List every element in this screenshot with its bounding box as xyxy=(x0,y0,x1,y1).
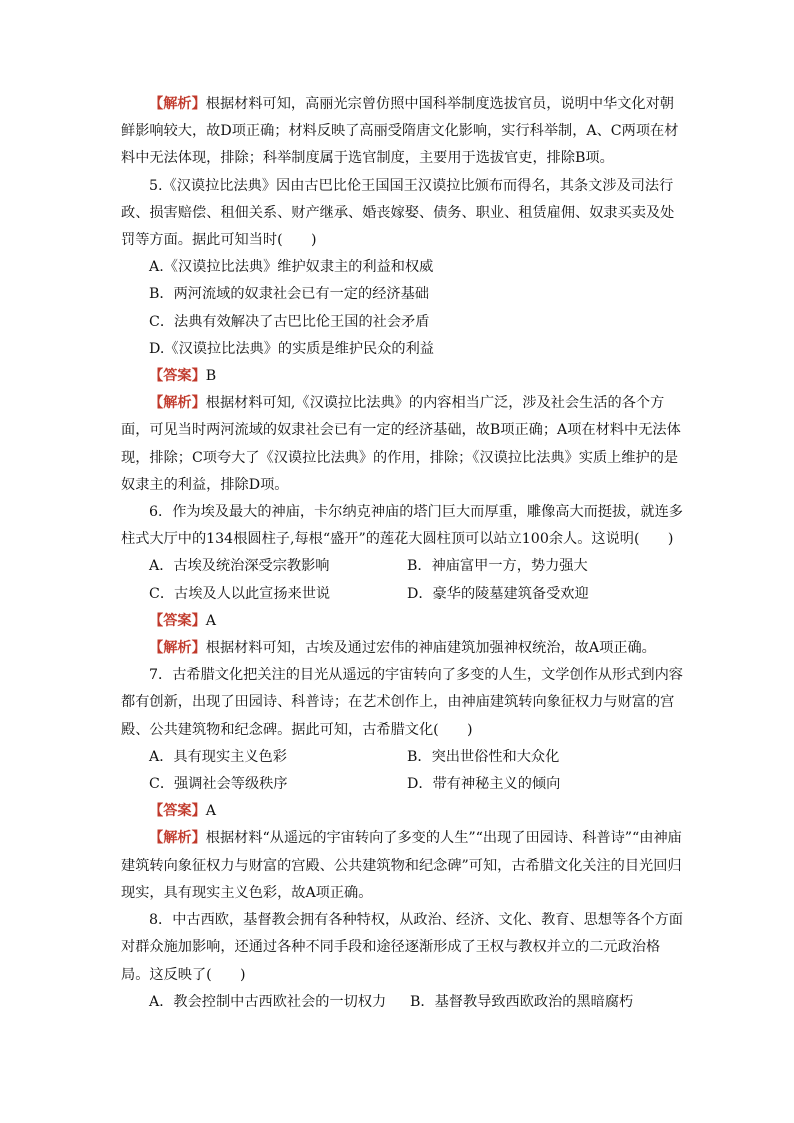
q6-stem: 6．作为埃及最大的神庙，卡尔纳克神庙的塔门巨大而厚重，雕像高大而挺拔，就连多柱式大厅中的134根圆柱子,每根“盛开”的莲花大圆柱顶可以站立100余人。这说明( ) xyxy=(121,504,683,548)
q7-options-row-2 xyxy=(121,771,684,798)
q8-option-a: A．教会控制中古西欧社会的一切权力 xyxy=(149,993,387,1010)
analysis-label: 【解析】 xyxy=(149,830,206,847)
q6-answer xyxy=(121,608,684,635)
q5-analysis-text: 根据材料可知,《汉谟拉比法典》的内容相当广泛，涉及社会生活的各个方面，可见当时两河流域的奴隶社会已有一定的经济基础，故B项正确；A项在材料中无法体现，排除；C项夸大了《汉谟拉比法典》的作用，排除；《汉谟拉比法典》实质上维护的是奴隶主的利益，排除D项。 xyxy=(121,395,681,493)
q6-analysis xyxy=(121,635,684,662)
analysis-label: 【解析】 xyxy=(149,395,206,412)
q6-answer-value: A xyxy=(205,612,217,629)
q7-option-c: C．强调社会等级秩序 xyxy=(149,776,288,793)
q6-option-b: B．神庙富甲一方，势力强大 xyxy=(407,558,588,575)
q7-option-a: A．具有现实主义色彩 xyxy=(149,748,287,765)
q5-option-d: D.《汉谟拉比法典》的实质是维护民众的利益 xyxy=(149,340,434,357)
q7-analysis-text: 根据材料“从遥远的宇宙转向了多变的人生”“出现了田园诗、科普诗”“由神庙建筑转向象征权力与财富的宫殿、公共建筑物和纪念碑”可知，古希腊文化关注的目光回归现实，具有现实主义色彩，故A项正确。 xyxy=(121,830,682,901)
answer-label: 【答案】 xyxy=(149,803,206,820)
q6-analysis-text: 根据材料可知，古埃及通过宏伟的神庙建筑加强神权统治，故A项正确。 xyxy=(205,640,656,657)
q7-options-row-1 xyxy=(121,744,684,771)
q5-option-b: B．两河流域的奴隶社会已有一定的经济基础 xyxy=(149,286,429,303)
q5-option-a: A.《汉谟拉比法典》维护奴隶主的利益和权威 xyxy=(149,259,434,276)
q6-option-d: D．豪华的陵墓建筑备受欢迎 xyxy=(407,585,589,602)
q7-answer xyxy=(121,798,684,825)
q5-stem: 5.《汉谟拉比法典》因由古巴比伦王国国王汉谟拉比颁布而得名，其条文涉及司法行政、损害赔偿、租佃关系、财产继承、婚丧嫁娶、债务、职业、租赁雇佣、奴隶买卖及处罚等方面。据此可知当时( ) xyxy=(121,177,675,249)
q5-answer xyxy=(121,363,684,390)
q7-option-b: B．突出世俗性和大众化 xyxy=(407,748,560,765)
q7-analysis xyxy=(121,825,684,907)
analysis-label: 【解析】 xyxy=(149,640,206,657)
q6-option-c: C．古埃及人以此宣扬来世说 xyxy=(149,585,331,602)
q6-option-a: A．古埃及统治深受宗教影响 xyxy=(149,558,330,575)
q4-analysis-text: 根据材料可知，高丽光宗曾仿照中国科举制度选拔官员，说明中华文化对朝鲜影响较大，故D项正确；材料反映了高丽受隋唐文化影响，实行科举制，A、C两项在材料中无法体现，排除；科举制度属于选官制度，主要用于选拔官吏，排除B项。 xyxy=(121,96,679,167)
q5-answer-value: B xyxy=(205,368,217,385)
q7-option-d: D．带有神秘主义的倾向 xyxy=(407,776,561,793)
q8-option-b: B．基督教导致西欧政治的黑暗腐朽 xyxy=(410,993,634,1010)
q4-analysis xyxy=(121,91,684,173)
q5-option-c: C．法典有效解决了古巴比伦王国的社会矛盾 xyxy=(149,313,430,330)
q5-analysis xyxy=(121,390,684,499)
analysis-label: 【解析】 xyxy=(149,96,206,112)
answer-label: 【答案】 xyxy=(149,612,206,629)
q7-stem: 7．古希腊文化把关注的目光从遥远的宇宙转向了多变的人生，文学创作从形式到内容都有创新，出现了田园诗、科普诗；在艺术创作上，由神庙建筑转向象征权力与财富的宫殿、公共建筑物和纪念碑。据此可知，古希腊文化( ) xyxy=(121,667,683,738)
q7-answer-value: A xyxy=(205,803,217,820)
answer-label: 【答案】 xyxy=(149,368,206,385)
q6-options-row-2 xyxy=(121,581,684,608)
q8-stem: 8．中古西欧，基督教会拥有各种特权，从政治、经济、文化、教育、思想等各个方面对群众施加影响，还通过各种不同手段和途径逐渐形成了王权与教权并立的二元政治格局。这反映了( ) xyxy=(121,912,683,983)
q6-options-row-1 xyxy=(121,553,684,580)
q8-options-row-1 xyxy=(121,989,684,1016)
